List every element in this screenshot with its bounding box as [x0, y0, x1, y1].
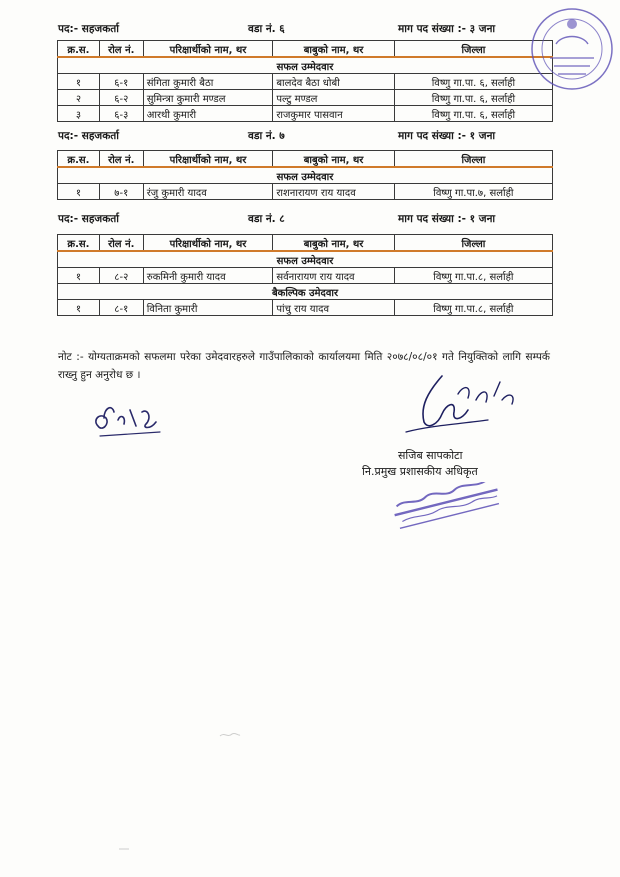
- smudge-mark: [218, 730, 242, 740]
- cell-address: विष्णु गा.पा.८, सर्लाही: [394, 268, 552, 284]
- cell-name: रंजु कुमारी यादव: [143, 184, 273, 200]
- col-roll: रोल नं.: [99, 151, 143, 168]
- name-stamp: [388, 482, 508, 530]
- col-address: जिल्ला: [394, 235, 552, 252]
- signatory-name: सजिब सापकोटा: [398, 449, 463, 462]
- col-name: परिक्षार्थीको नाम, थर: [143, 41, 273, 58]
- cell-sn: १: [58, 268, 100, 284]
- col-name: परिक्षार्थीको नाम, थर: [143, 235, 273, 252]
- demand-count: माग पद संख्या :- ३ जना: [398, 23, 496, 35]
- cell-roll: ६-३: [99, 106, 143, 122]
- cell-roll: ८-२: [99, 268, 143, 284]
- col-father: बाबुको नाम, थर: [273, 151, 394, 168]
- col-name: परिक्षार्थीको नाम, थर: [143, 151, 273, 168]
- office-seal-stamp: [528, 4, 616, 94]
- section-success: सफल उम्मेदवार: [58, 57, 553, 74]
- cell-name: रुकमिनी कुमारी यादव: [143, 268, 273, 284]
- cell-name: सुमिन्त्रा कुमारी मण्डल: [143, 90, 273, 106]
- table-row: [58, 90, 553, 106]
- cell-sn: १: [58, 300, 100, 316]
- block-3-header: [58, 212, 528, 228]
- post-label: पद:- सहजकर्ता: [58, 23, 119, 35]
- demand-count: माग पद संख्या :- १ जना: [398, 213, 496, 225]
- cell-father: पांचु राय यादव: [273, 300, 394, 316]
- table-row: [58, 268, 553, 284]
- cell-address: विष्णु गा.पा.८, सर्लाही: [394, 300, 552, 316]
- cell-roll: ६-२: [99, 90, 143, 106]
- cell-name: संगिता कुमारी बैठा: [143, 74, 273, 90]
- col-address: जिल्ला: [394, 41, 552, 58]
- col-father: बाबुको नाम, थर: [273, 41, 394, 58]
- cell-address: विष्णु गा.पा. ६, सर्लाही: [394, 90, 552, 106]
- cell-sn: १: [58, 74, 100, 90]
- col-sn: क्र.स.: [58, 151, 100, 168]
- results-table-ward-7: [57, 150, 553, 200]
- ward-label: वडा नं. ७: [248, 130, 285, 142]
- cell-sn: ३: [58, 106, 100, 122]
- table-row: [58, 184, 553, 200]
- cell-roll: ६-१: [99, 74, 143, 90]
- cell-father: बालदेव बैठा धोबी: [273, 74, 394, 90]
- cell-roll: ७-१: [99, 184, 143, 200]
- col-roll: रोल नं.: [99, 235, 143, 252]
- results-table-ward-8: [57, 234, 553, 316]
- cell-roll: ८-१: [99, 300, 143, 316]
- cell-address: विष्णु गा.पा.७, सर्लाही: [394, 184, 552, 200]
- table-row: [58, 106, 553, 122]
- cell-father: पल्टु मण्डल: [273, 90, 394, 106]
- col-address: जिल्ला: [394, 151, 552, 168]
- ward-label: वडा नं. ८: [248, 213, 285, 225]
- post-label: पद:- सहजकर्ता: [58, 213, 119, 225]
- block-1-header: [58, 22, 528, 38]
- cell-address: विष्णु गा.पा. ६, सर्लाही: [394, 106, 552, 122]
- cell-sn: २: [58, 90, 100, 106]
- cell-father: राजकुमार पासवान: [273, 106, 394, 122]
- results-table-ward-6: [57, 40, 553, 122]
- section-success: सफल उम्मेदवार: [58, 251, 553, 268]
- cell-father: सर्वनारायण राय यादव: [273, 268, 394, 284]
- col-father: बाबुको नाम, थर: [273, 235, 394, 252]
- ward-label: वडा नं. ६: [248, 23, 285, 35]
- smudge-mark: [118, 846, 130, 852]
- table-row: [58, 300, 553, 316]
- post-label: पद:- सहजकर्ता: [58, 130, 119, 142]
- cell-sn: १: [58, 184, 100, 200]
- col-sn: क्र.स.: [58, 41, 100, 58]
- col-sn: क्र.स.: [58, 235, 100, 252]
- cell-name: आरथी कुमारी: [143, 106, 273, 122]
- cell-father: राशनारायण राय यादव: [273, 184, 394, 200]
- demand-count: माग पद संख्या :- १ जना: [398, 130, 496, 142]
- section-success: सफल उम्मेदवार: [58, 167, 553, 184]
- block-2-header: [58, 129, 528, 145]
- signatory-title: नि.प्रमुख प्रशासकीय अधिकृत: [362, 465, 478, 478]
- table-row: [58, 74, 553, 90]
- note-paragraph: नोट :- योग्यताक्रमको सफलमा परेका उमेदवारहरुले गाउँपालिकाको कार्यालयमा मिति २०७८/०८/०१ गते नियुक्तिको लागि सम्पर्क राख्नु हुन अनुरोध छ ।: [58, 351, 550, 381]
- officer-signature: [398, 370, 528, 448]
- cell-address: विष्णु गा.पा. ६, सर्लाही: [394, 74, 552, 90]
- initials-signature: [90, 396, 170, 446]
- col-roll: रोल नं.: [99, 41, 143, 58]
- cell-name: विनिता कुमारी: [143, 300, 273, 316]
- section-alternate: बैकल्पिक उमेदवार: [58, 284, 553, 300]
